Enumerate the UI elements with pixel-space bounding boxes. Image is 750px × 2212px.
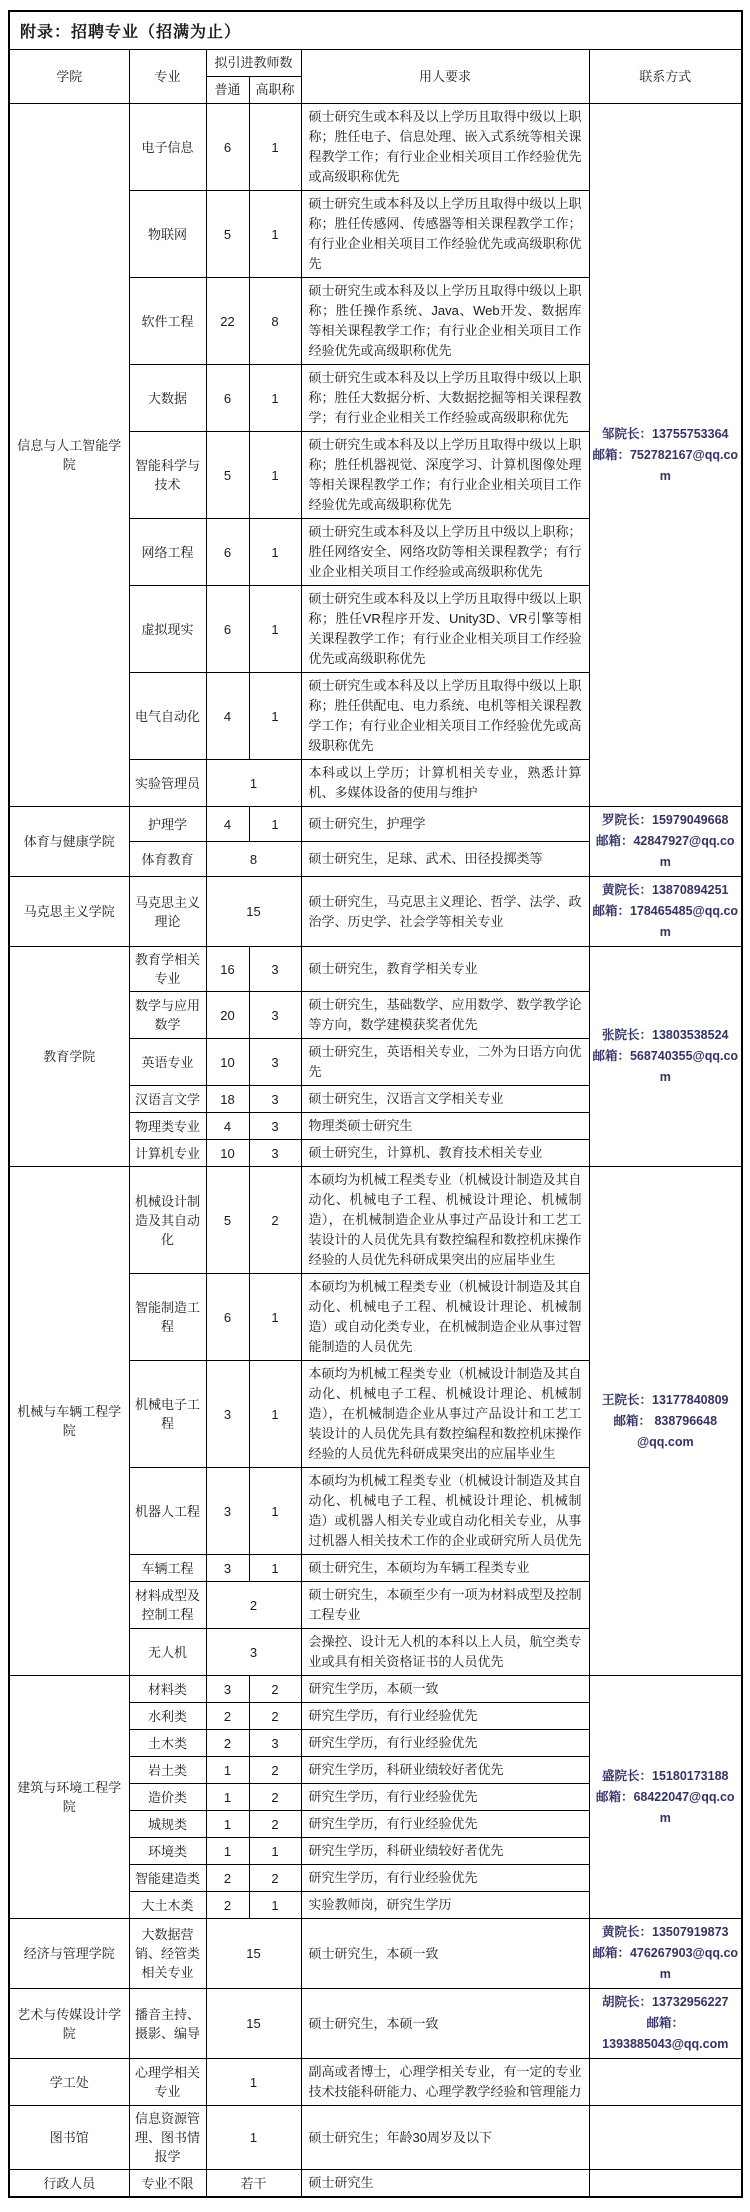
table-row (9, 1676, 742, 1703)
contact-info (589, 1919, 742, 1989)
major-name: 物理类专业 (129, 1113, 206, 1140)
major-name: 电气自动化 (129, 673, 206, 760)
major-name: 网络工程 (129, 519, 206, 586)
major-name: 信息资源管理、图书情报学 (129, 2106, 206, 2170)
requirement-text: 本硕均为机械工程类专业（机械设计制造及其自动化、机械电子工程、机械设计理论、机械制造）或机器人相关专业或自动化相关专业，从事过机器人相关技术工作的企业或研究所人员优先 (301, 1468, 589, 1555)
count-merged: 2 (206, 1582, 301, 1629)
contact-info (589, 1989, 742, 2059)
major-name: 体育教育 (129, 842, 206, 877)
requirement-text: 硕士研究生或本科及以上学历且取得中级以上职称；胜任操作系统、Java、Web开发、数据库等相关课程教学工作；有行业企业相关项目工作经验优先或高级职称优先 (301, 278, 589, 365)
requirement-text: 硕士研究生或本科及以上学历且取得中级以上职称；胜任电子、信息处理、嵌入式系统等相关课程教学工作；有行业企业相关项目工作经验优先或高级职称优先 (301, 104, 589, 191)
count-merged: 1 (206, 760, 301, 807)
count-senior: 3 (249, 992, 301, 1039)
requirement-text: 副高或者博士，心理学相关专业，有一定的专业技术技能科研能力、心理学教学经验和管理能力 (301, 2059, 589, 2106)
major-name: 土木类 (129, 1730, 206, 1757)
count-regular: 3 (206, 1555, 249, 1582)
major-name: 造价类 (129, 1784, 206, 1811)
header-senior-title: 高职称 (249, 77, 301, 104)
requirement-text: 硕士研究生或本科及以上学历且取得中级以上职称；胜任传感网、传感器等相关课程教学工作；有行业企业相关项目工作经验优先或高级职称优先 (301, 191, 589, 278)
college-name: 经济与管理学院 (9, 1919, 129, 1989)
count-senior: 3 (249, 1140, 301, 1167)
count-regular: 22 (206, 278, 249, 365)
major-name: 机械设计制造及其自动化 (129, 1167, 206, 1274)
count-senior: 1 (249, 673, 301, 760)
requirement-text: 研究生学历，有行业经验优先 (301, 1865, 589, 1892)
count-senior: 3 (249, 1039, 301, 1086)
major-name: 物联网 (129, 191, 206, 278)
major-name: 智能科学与技术 (129, 432, 206, 519)
major-name: 汉语言文学 (129, 1086, 206, 1113)
count-regular: 18 (206, 1086, 249, 1113)
requirement-text: 会操控、设计无人机的本科以上人员，航空类专业或具有相关资格证书的人员优先 (301, 1629, 589, 1676)
contact-info (589, 807, 742, 877)
table-row (9, 104, 742, 191)
count-merged: 若干 (206, 2170, 301, 2198)
requirement-text: 本硕均为机械工程类专业（机械设计制造及其自动化、机械电子工程、机械设计理论、机械制造），在机械制造企业从事过产品设计和工艺工装设计的人员优先具有数控编程和数控机床操作经验的人员优先科研成果突出的应届毕业生 (301, 1361, 589, 1468)
count-senior: 2 (249, 1865, 301, 1892)
major-name: 机械电子工程 (129, 1361, 206, 1468)
requirement-text: 本硕均为机械工程类专业（机械设计制造及其自动化、机械电子工程、机械设计理论、机械制造），在机械制造企业从事过产品设计和工艺工装设计的人员优先具有数控编程和数控机床操作经验的人员优先科研成果突出的应届毕业生 (301, 1167, 589, 1274)
college-name: 艺术与传媒设计学院 (9, 1989, 129, 2059)
requirement-text: 研究生学历，有行业经验优先 (301, 1811, 589, 1838)
contact-line: 胡院长：13732956227 (602, 1995, 729, 2009)
requirement-text: 硕士研究生或本科及以上学历且取得中级以上职称；胜任大数据分析、大数据挖掘等相关课程教学；有行业企业相关工作经验或高级职称优先 (301, 365, 589, 432)
count-regular: 10 (206, 1140, 249, 1167)
table-row (9, 2170, 742, 2198)
contact-info (589, 877, 742, 947)
count-senior: 2 (249, 1167, 301, 1274)
requirement-text: 硕士研究生，基础数学、应用数学、数学教学论等方向，数学建模获奖者优先 (301, 992, 589, 1039)
count-regular: 3 (206, 1676, 249, 1703)
count-senior: 2 (249, 1676, 301, 1703)
contact-line: 邹院长：13755753364 (602, 426, 729, 441)
table-row (9, 1989, 742, 2059)
count-merged: 15 (206, 877, 301, 947)
major-name: 数学与应用数学 (129, 992, 206, 1039)
major-name: 大数据 (129, 365, 206, 432)
count-regular: 4 (206, 1113, 249, 1140)
count-merged: 1 (206, 2106, 301, 2170)
contact-line: 罗院长：15979049668 (602, 813, 729, 827)
count-merged: 1 (206, 2059, 301, 2106)
contact-info (589, 1676, 742, 1919)
count-regular: 5 (206, 191, 249, 278)
major-name: 智能建造类 (129, 1865, 206, 1892)
requirement-text: 硕士研究生，汉语言文学相关专业 (301, 1086, 589, 1113)
requirement-text: 硕士研究生，英语相关专业，二外为日语方向优先 (301, 1039, 589, 1086)
requirement-text: 硕士研究生，本硕一致 (301, 1989, 589, 2059)
count-senior: 1 (249, 1838, 301, 1865)
count-regular: 3 (206, 1361, 249, 1468)
count-senior: 1 (249, 1468, 301, 1555)
count-regular: 20 (206, 992, 249, 1039)
requirement-text: 硕士研究生 (301, 2170, 589, 2198)
college-name: 马克思主义学院 (9, 877, 129, 947)
requirement-text: 物理类硕士研究生 (301, 1113, 589, 1140)
count-senior: 1 (249, 191, 301, 278)
college-name: 信息与人工智能学院 (9, 104, 129, 807)
college-name: 行政人员 (9, 2170, 129, 2198)
contact-info (589, 1167, 742, 1676)
count-regular: 6 (206, 519, 249, 586)
count-merged: 15 (206, 1989, 301, 2059)
college-name: 学工处 (9, 2059, 129, 2106)
count-merged: 15 (206, 1919, 301, 1989)
count-regular: 1 (206, 1838, 249, 1865)
count-senior: 1 (249, 365, 301, 432)
count-regular: 6 (206, 365, 249, 432)
requirement-text: 硕士研究生，马克思主义理论、哲学、法学、政治学、历史学、社会学等相关专业 (301, 877, 589, 947)
count-regular: 6 (206, 586, 249, 673)
requirement-text: 硕士研究生或本科及以上学历且中级以上职称；胜任网络安全、网络攻防等相关课程教学；有行业企业相关项目工作经验或高级职称优先 (301, 519, 589, 586)
major-name: 岩土类 (129, 1757, 206, 1784)
count-senior: 8 (249, 278, 301, 365)
major-name: 大数据营销、经管类相关专业 (129, 1919, 206, 1989)
count-regular: 1 (206, 1784, 249, 1811)
major-name: 英语专业 (129, 1039, 206, 1086)
contact-line: 邮箱：476267903@qq.com (592, 1946, 739, 1981)
major-name: 机器人工程 (129, 1468, 206, 1555)
header-college: 学院 (9, 50, 129, 104)
major-name: 无人机 (129, 1629, 206, 1676)
major-name: 电子信息 (129, 104, 206, 191)
college-name: 教育学院 (9, 947, 129, 1167)
count-regular: 2 (206, 1865, 249, 1892)
contact-info (589, 104, 742, 807)
contact-line: 邮箱： 838796648 (613, 1413, 718, 1428)
table-body (9, 104, 742, 2198)
count-senior: 2 (249, 1784, 301, 1811)
count-senior: 3 (249, 1730, 301, 1757)
table-row (9, 2059, 742, 2106)
major-name: 心理学相关专业 (129, 2059, 206, 2106)
major-name: 马克思主义理论 (129, 877, 206, 947)
contact-line: 张院长：13803538524 (602, 1028, 729, 1042)
requirement-text: 硕士研究生，计算机、教育技术相关专业 (301, 1140, 589, 1167)
major-name: 城规类 (129, 1811, 206, 1838)
requirement-text: 硕士研究生，足球、武术、田径投掷类等 (301, 842, 589, 877)
count-regular: 4 (206, 807, 249, 842)
major-name: 车辆工程 (129, 1555, 206, 1582)
college-name: 体育与健康学院 (9, 807, 129, 877)
count-merged: 3 (206, 1629, 301, 1676)
requirement-text: 研究生学历，科研业绩较好者优先 (301, 1838, 589, 1865)
requirement-text: 研究生学历，有行业经验优先 (301, 1703, 589, 1730)
major-name: 虚拟现实 (129, 586, 206, 673)
count-regular: 16 (206, 947, 249, 992)
table-row (9, 947, 742, 992)
count-regular: 2 (206, 1703, 249, 1730)
count-regular: 5 (206, 1167, 249, 1274)
title-row (9, 11, 742, 50)
count-senior: 2 (249, 1811, 301, 1838)
table-row (9, 2106, 742, 2170)
header-planned-teachers: 拟引进教师数 (206, 50, 301, 77)
count-senior: 1 (249, 1892, 301, 1919)
requirement-text: 硕士研究生，本硕至少有一项为材料成型及控制工程专业 (301, 1582, 589, 1629)
table-row (9, 807, 742, 842)
count-regular: 6 (206, 104, 249, 191)
contact-line: 黄院长：13507919873 (602, 1925, 729, 1939)
count-senior: 1 (249, 586, 301, 673)
college-name: 建筑与环境工程学院 (9, 1676, 129, 1919)
header-requirements: 用人要求 (301, 50, 589, 104)
major-name: 计算机专业 (129, 1140, 206, 1167)
count-senior: 2 (249, 1703, 301, 1730)
major-name: 环境类 (129, 1838, 206, 1865)
requirement-text: 研究生学历，本硕一致 (301, 1676, 589, 1703)
requirement-text: 硕士研究生，本硕均为车辆工程类专业 (301, 1555, 589, 1582)
table-row (9, 1919, 742, 1989)
contact-line: 邮箱： (646, 2016, 685, 2030)
header-contact: 联系方式 (589, 50, 742, 104)
requirement-text: 研究生学历，有行业经验优先 (301, 1784, 589, 1811)
count-regular: 5 (206, 432, 249, 519)
major-name: 材料类 (129, 1676, 206, 1703)
page-title: 附录：招聘专业（招满为止） (9, 11, 742, 50)
requirement-text: 本硕均为机械工程类专业（机械设计制造及其自动化、机械电子工程、机械设计理论、机械制造）或自动化类专业，在机械制造企业从事过智能制造的人员优先 (301, 1274, 589, 1361)
count-senior: 1 (249, 1274, 301, 1361)
count-senior: 3 (249, 1113, 301, 1140)
contact-info (589, 2170, 742, 2198)
count-regular: 1 (206, 1757, 249, 1784)
header-major: 专业 (129, 50, 206, 104)
contact-info (589, 947, 742, 1167)
requirement-text: 研究生学历，科研业绩较好者优先 (301, 1757, 589, 1784)
college-name: 图书馆 (9, 2106, 129, 2170)
requirement-text: 硕士研究生，护理学 (301, 807, 589, 842)
requirement-text: 实验教师岗，研究生学历 (301, 1892, 589, 1919)
contact-info (589, 2059, 742, 2106)
count-regular: 1 (206, 1811, 249, 1838)
count-senior: 1 (249, 1361, 301, 1468)
contact-line: 黄院长：13870894251 (602, 883, 729, 897)
count-regular: 2 (206, 1892, 249, 1919)
count-regular: 10 (206, 1039, 249, 1086)
count-senior: 3 (249, 947, 301, 992)
count-senior: 1 (249, 432, 301, 519)
major-name: 教育学相关专业 (129, 947, 206, 992)
contact-line: 1393885043@qq.com (602, 2037, 729, 2051)
requirement-text: 本科或以上学历；计算机相关专业，熟悉计算机、多媒体设备的使用与维护 (301, 760, 589, 807)
contact-line: 邮箱：68422047@qq.com (595, 1789, 735, 1825)
header-row-1 (9, 50, 742, 77)
table-row (9, 1167, 742, 1274)
count-merged: 8 (206, 842, 301, 877)
major-name: 水利类 (129, 1703, 206, 1730)
header-regular: 普通 (206, 77, 249, 104)
count-senior: 2 (249, 1757, 301, 1784)
major-name: 大土木类 (129, 1892, 206, 1919)
count-regular: 3 (206, 1468, 249, 1555)
major-name: 护理学 (129, 807, 206, 842)
contact-line: 邮箱：178465485@qq.com (592, 904, 739, 939)
contact-line: 邮箱：568740355@qq.com (592, 1049, 739, 1084)
count-senior: 1 (249, 1555, 301, 1582)
count-senior: 1 (249, 104, 301, 191)
requirement-text: 硕士研究生，本硕一致 (301, 1919, 589, 1989)
count-regular: 2 (206, 1730, 249, 1757)
contact-line: 王院长：13177840809 (602, 1392, 729, 1407)
requirement-text: 硕士研究生，教育学相关专业 (301, 947, 589, 992)
count-senior: 3 (249, 1086, 301, 1113)
college-name: 机械与车辆工程学院 (9, 1167, 129, 1676)
contact-line: 盛院长：15180173188 (602, 1768, 729, 1783)
requirement-text: 研究生学历，有行业经验优先 (301, 1730, 589, 1757)
requirement-text: 硕士研究生；年龄30周岁及以下 (301, 2106, 589, 2170)
contact-line: 邮箱：42847927@qq.com (595, 834, 735, 869)
major-name: 软件工程 (129, 278, 206, 365)
major-name: 实验管理员 (129, 760, 206, 807)
requirement-text: 硕士研究生或本科及以上学历且取得中级以上职称；胜任机器视觉、深度学习、计算机图像处理等相关课程教学工作；有行业企业相关项目工作经验优先或高级职称优先 (301, 432, 589, 519)
requirement-text: 硕士研究生或本科及以上学历且取得中级以上职称；胜任VR程序开发、Unity3D、VR引擎等相关课程教学工作；有行业企业相关项目工作经验优先或高级职称优先 (301, 586, 589, 673)
contact-info (589, 2106, 742, 2170)
contact-line: 邮箱：752782167@qq.com (592, 447, 739, 483)
count-senior: 1 (249, 519, 301, 586)
table-row (9, 877, 742, 947)
requirement-text: 硕士研究生或本科及以上学历且取得中级以上职称；胜任供配电、电力系统、电机等相关课程教学工作；有行业企业相关项目工作经验优先或高级职称优先 (301, 673, 589, 760)
count-senior: 1 (249, 807, 301, 842)
count-regular: 6 (206, 1274, 249, 1361)
major-name: 播音主持、摄影、编导 (129, 1989, 206, 2059)
count-regular: 4 (206, 673, 249, 760)
recruitment-table (8, 10, 743, 2198)
major-name: 材料成型及控制工程 (129, 1582, 206, 1629)
major-name: 专业不限 (129, 2170, 206, 2198)
contact-line: @qq.com (636, 1434, 694, 1449)
major-name: 智能制造工程 (129, 1274, 206, 1361)
